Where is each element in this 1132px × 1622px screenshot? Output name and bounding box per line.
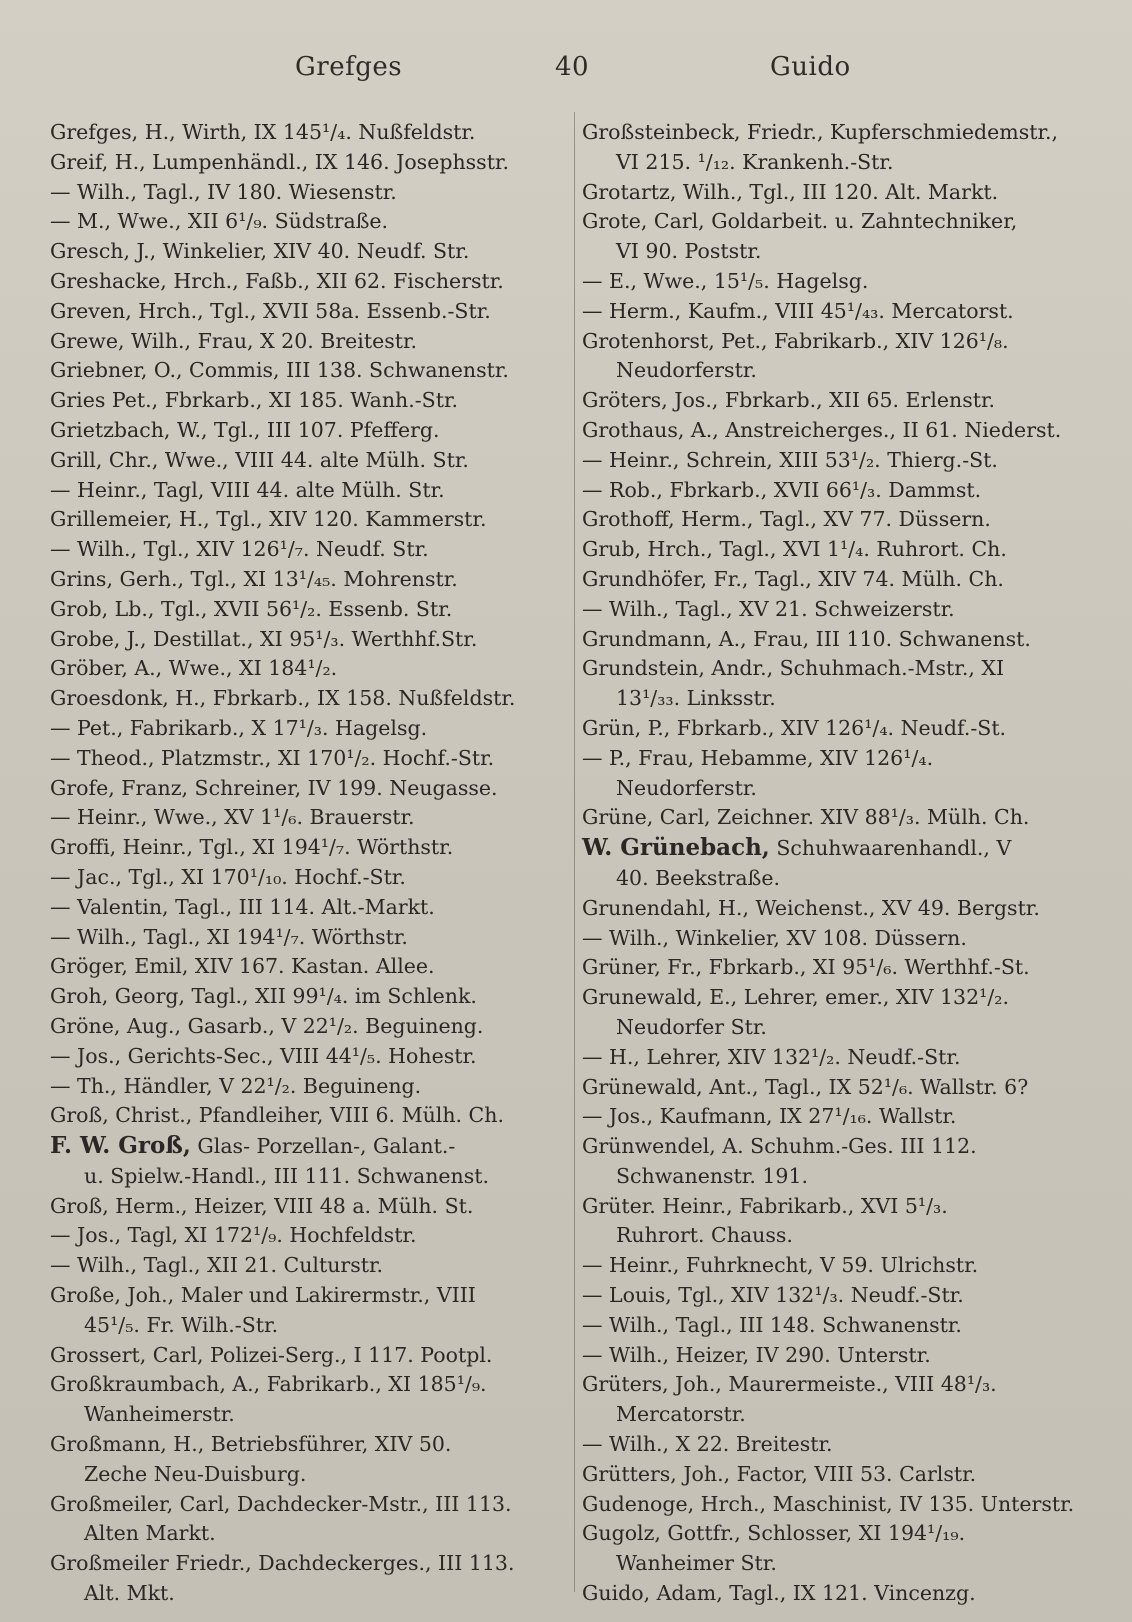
entry-line: Schuhwaarenhandl., V xyxy=(769,836,1012,861)
entry-line: Großmeiler, Carl, Dachdecker-Mstr., III 113. xyxy=(50,1491,512,1516)
directory-entry xyxy=(582,267,1092,297)
directory-entry xyxy=(582,1519,1092,1579)
entry-continuation: 13¹/₃₃. Linksstr. xyxy=(616,686,776,711)
directory-entry xyxy=(582,386,1092,416)
directory-entry xyxy=(50,1072,562,1102)
directory-entry xyxy=(582,565,1092,595)
directory-entry xyxy=(582,1341,1092,1371)
directory-entry xyxy=(50,1281,562,1341)
entry-line: Grün, P., Fbrkarb., XIV 126¹/₄. Neudf.-St. xyxy=(582,715,1007,740)
directory-entry xyxy=(582,595,1092,625)
directory-entry xyxy=(50,1101,562,1131)
entry-line: Griebner, O., Commis, III 138. Schwanenstr. xyxy=(50,358,509,383)
entry-line: — Heinr., Schrein, XIII 53¹/₂. Thierg.-St. xyxy=(582,447,998,472)
directory-entry xyxy=(50,803,562,833)
directory-entry xyxy=(582,178,1092,208)
entry-line: Groffi, Heinr., Tgl., XI 194¹/₇. Wörthstr. xyxy=(50,835,454,860)
directory-entry xyxy=(50,476,562,506)
entry-continuation: 45¹/₅. Fr. Wilh.-Str. xyxy=(84,1312,279,1337)
advertiser-name: F. W. Groß, xyxy=(50,1132,191,1160)
entry-line: — Pet., Fabrikarb., X 17¹/₃. Hagelsg. xyxy=(50,715,428,740)
entry-line: — Jos., Kaufmann, IX 27¹/₁₆. Wallstr. xyxy=(582,1104,957,1129)
entry-line: Gröber, A., Wwe., XI 184¹/₂. xyxy=(50,656,338,681)
entry-continuation: VI 215. ¹/₁₂. Krankenh.-Str. xyxy=(616,149,894,174)
entry-continuation: Alt. Mkt. xyxy=(84,1581,175,1606)
entry-line: — Heinr., Fuhrknecht, V 59. Ulrichstr. xyxy=(582,1253,979,1278)
entry-line: Grunendahl, H., Weichenst., XV 49. Bergstr. xyxy=(582,895,1040,920)
directory-entry xyxy=(50,625,562,655)
directory-entry xyxy=(50,237,562,267)
directory-entry xyxy=(50,923,562,953)
directory-entry xyxy=(582,924,1092,954)
directory-entry xyxy=(582,1490,1092,1520)
entry-line: Grothoff, Herm., Tagl., XV 77. Düssern. xyxy=(582,507,991,532)
running-header xyxy=(0,52,1132,92)
entry-line: Groß, Christ., Pfandleiher, VIII 6. Mülh. Ch. xyxy=(50,1103,504,1128)
directory-entry xyxy=(50,148,562,178)
directory-entry xyxy=(582,1043,1092,1073)
entry-line: — Heinr., Tagl, VIII 44. alte Mülh. Str. xyxy=(50,477,445,502)
directory-entry xyxy=(50,982,562,1012)
entry-line: Grütters, Joh., Factor, VIII 53. Carlstr. xyxy=(582,1461,977,1486)
directory-entry xyxy=(582,714,1092,744)
directory-entry xyxy=(50,714,562,744)
directory-entry xyxy=(50,1430,562,1490)
directory-entry xyxy=(582,654,1092,714)
directory-entry xyxy=(50,1012,562,1042)
directory-entry xyxy=(50,1370,562,1430)
entry-line: Gugolz, Gottfr., Schlosser, XI 194¹/₁₉. xyxy=(582,1521,966,1546)
directory-entry xyxy=(582,505,1092,535)
entry-line: Grünewald, Ant., Tagl., IX 52¹/₆. Wallstr. 6? xyxy=(582,1074,1029,1099)
directory-entry xyxy=(50,863,562,893)
left-column xyxy=(50,118,562,1609)
entry-line: Greshacke, Hrch., Faßb., XII 62. Fischerstr. xyxy=(50,268,504,293)
entry-line: Grundmann, A., Frau, III 110. Schwanenst. xyxy=(582,626,1031,651)
header-last-entry: Guido xyxy=(770,52,851,82)
entry-line: — Th., Händler, V 22¹/₂. Beguineng. xyxy=(50,1073,422,1098)
entry-line: Gröne, Aug., Gasarb., V 22¹/₂. Beguineng. xyxy=(50,1013,484,1038)
directory-entry xyxy=(582,1281,1092,1311)
directory-entry xyxy=(50,416,562,446)
entry-line: — Wilh., Tagl., IV 180. Wiesenstr. xyxy=(50,179,397,204)
directory-entry xyxy=(50,1251,562,1281)
entry-line: Grüne, Carl, Zeichner. XIV 88¹/₃. Mülh. Ch. xyxy=(582,805,1030,830)
entry-line: Grothaus, A., Anstreicherges., II 61. Niederst. xyxy=(582,417,1062,442)
directory-entry xyxy=(582,476,1092,506)
directory-entry xyxy=(50,595,562,625)
entry-line: Grunewald, E., Lehrer, emer., XIV 132¹/₂. xyxy=(582,985,1009,1010)
entry-line: Großkraumbach, A., Fabrikarb., XI 185¹/₉. xyxy=(50,1372,487,1397)
directory-entry xyxy=(582,803,1092,833)
entry-line: Grote, Carl, Goldarbeit. u. Zahntechniker, xyxy=(582,209,1018,234)
entry-line: Groh, Georg, Tagl., XII 99¹/₄. im Schlenk. xyxy=(50,984,477,1009)
directory-entry xyxy=(50,356,562,386)
directory-entry xyxy=(50,118,562,148)
entry-line: — Wilh., Tagl., XV 21. Schweizerstr. xyxy=(582,596,955,621)
entry-line: — Valentin, Tagl., III 114. Alt.-Markt. xyxy=(50,894,435,919)
entry-line: — P., Frau, Hebamme, XIV 126¹/₄. xyxy=(582,745,934,770)
directory-entry xyxy=(50,893,562,923)
entry-line: Gröters, Jos., Fbrkarb., XII 65. Erlenstr. xyxy=(582,388,996,413)
entry-line: Grundhöfer, Fr., Tagl., XIV 74. Mülh. Ch. xyxy=(582,566,1004,591)
entry-line: — E., Wwe., 15¹/₅. Hagelsg. xyxy=(582,268,869,293)
entry-continuation: Neudorferstr. xyxy=(616,775,757,800)
directory-entry xyxy=(582,894,1092,924)
entry-line: — Jac., Tgl., XI 170¹/₁₀. Hochf.-Str. xyxy=(50,864,406,889)
entry-line: Grins, Gerh., Tgl., XI 13¹/₄₅. Mohrenstr. xyxy=(50,566,458,591)
directory-entry xyxy=(50,565,562,595)
entry-line: Gudenoge, Hrch., Maschinist, IV 135. Unterstr. xyxy=(582,1491,1075,1516)
entry-line: Guido, Adam, Tagl., IX 121. Vincenzg. xyxy=(582,1581,976,1606)
entry-continuation: Neudorfer Str. xyxy=(616,1014,767,1039)
entry-line: Grobe, J., Destillat., XI 95¹/₃. Werthhf.Str. xyxy=(50,626,478,651)
entry-line: — M., Wwe., XII 6¹/₉. Südstraße. xyxy=(50,209,389,234)
directory-entry xyxy=(582,1132,1092,1192)
directory-entry xyxy=(50,297,562,327)
directory-entry xyxy=(50,952,562,982)
directory-entry xyxy=(50,207,562,237)
directory-entry xyxy=(582,744,1092,804)
entry-continuation: u. Spielw.-Handl., III 111. Schwanenst. xyxy=(84,1163,490,1188)
directory-entry xyxy=(50,1221,562,1251)
entry-line: Großmann, H., Betriebsführer, XIV 50. xyxy=(50,1432,452,1457)
directory-entry xyxy=(50,744,562,774)
entry-continuation: Alten Markt. xyxy=(84,1521,216,1546)
directory-entry xyxy=(50,833,562,863)
directory-entry xyxy=(582,983,1092,1043)
directory-entry xyxy=(50,327,562,357)
entry-line: Grüters, Joh., Maurermeiste., VIII 48¹/₃. xyxy=(582,1372,997,1397)
directory-entry xyxy=(50,1131,562,1192)
entry-line: Greven, Hrch., Tgl., XVII 58a. Essenb.-Str. xyxy=(50,298,491,323)
directory-entry xyxy=(50,1490,562,1550)
directory-entry xyxy=(582,1430,1092,1460)
entry-line: Greif, H., Lumpenhändl., IX 146. Josephsstr. xyxy=(50,149,509,174)
directory-entry xyxy=(582,446,1092,476)
directory-entry xyxy=(50,774,562,804)
entry-line: Grossert, Carl, Polizei-Serg., I 117. Pootpl. xyxy=(50,1342,493,1367)
entry-line: Grefges, H., Wirth, IX 145¹/₄. Nußfeldstr. xyxy=(50,120,476,144)
directory-entry xyxy=(582,625,1092,655)
entry-line: Grüner, Fr., Fbrkarb., XI 95¹/₆. Werthhf.-St. xyxy=(582,955,1030,980)
entry-continuation: Zeche Neu-Duisburg. xyxy=(84,1461,307,1486)
directory-entry xyxy=(50,446,562,476)
entry-line: Grob, Lb., Tgl., XVII 56¹/₂. Essenb. Str. xyxy=(50,596,453,621)
directory-entry xyxy=(582,953,1092,983)
entry-line: Gröger, Emil, XIV 167. Kastan. Allee. xyxy=(50,954,435,979)
entry-line: Grotenhorst, Pet., Fabrikarb., XIV 126¹/₈. xyxy=(582,328,1009,353)
directory-entry xyxy=(582,1102,1092,1132)
entry-line: Großsteinbeck, Friedr., Kupferschmiedemstr., xyxy=(582,120,1059,144)
entry-line: — Wilh., Tagl., XI 194¹/₇. Wörthstr. xyxy=(50,924,408,949)
right-column xyxy=(582,118,1092,1609)
directory-entry xyxy=(582,1251,1092,1281)
entry-line: — Theod., Platzmstr., XI 170¹/₂. Hochf.-Str. xyxy=(50,745,495,770)
directory-entry xyxy=(582,1579,1092,1609)
directory-entry xyxy=(50,684,562,714)
entry-line: Grofe, Franz, Schreiner, IV 199. Neugasse. xyxy=(50,775,498,800)
entry-continuation: Schwanenstr. 191. xyxy=(616,1163,809,1188)
entry-line: — Wilh., X 22. Breitestr. xyxy=(582,1432,833,1457)
entry-line: Grillemeier, H., Tgl., XIV 120. Kammerstr. xyxy=(50,507,487,532)
entry-line: Grüter. Heinr., Fabrikarb., XVI 5¹/₃. xyxy=(582,1193,948,1218)
entry-line: Grietzbach, W., Tgl., III 107. Pfefferg. xyxy=(50,417,440,442)
directory-entry xyxy=(50,654,562,684)
page-number: 40 xyxy=(555,52,590,82)
entry-line: — Wilh., Tagl., III 148. Schwanenstr. xyxy=(582,1312,962,1337)
entry-line: — Jos., Gerichts-Sec., VIII 44¹/₅. Hohestr. xyxy=(50,1043,477,1068)
entry-line: Grewe, Wilh., Frau, X 20. Breitestr. xyxy=(50,328,418,353)
entry-line: Großmeiler Friedr., Dachdeckerges., III 113. xyxy=(50,1551,515,1576)
entry-line: Grünwendel, A. Schuhm.-Ges. III 112. xyxy=(582,1134,977,1159)
directory-entry xyxy=(50,1192,562,1222)
entry-line: — Rob., Fbrkarb., XVII 66¹/₃. Dammst. xyxy=(582,477,982,502)
entry-line: Grill, Chr., Wwe., VIII 44. alte Mülh. Str. xyxy=(50,447,469,472)
entry-continuation: VI 90. Poststr. xyxy=(616,239,762,264)
entry-continuation: Wanheimerstr. xyxy=(84,1402,235,1427)
directory-entry xyxy=(582,207,1092,267)
directory-entry xyxy=(582,1192,1092,1252)
directory-entry xyxy=(582,1370,1092,1430)
entry-line: Groß, Herm., Heizer, VIII 48 a. Mülh. St. xyxy=(50,1193,474,1218)
entry-continuation: 40. Beekstraße. xyxy=(616,865,780,890)
directory-entry xyxy=(582,535,1092,565)
directory-entry xyxy=(50,267,562,297)
directory-entry xyxy=(582,416,1092,446)
column-divider xyxy=(574,112,575,1592)
entry-line: Gresch, J., Winkelier, XIV 40. Neudf. Str. xyxy=(50,239,470,264)
directory-entry xyxy=(50,535,562,565)
directory-entry xyxy=(50,1042,562,1072)
entry-line: — H., Lehrer, XIV 132¹/₂. Neudf.-Str. xyxy=(582,1044,961,1069)
directory-entry xyxy=(582,297,1092,327)
entry-continuation: Wanheimer Str. xyxy=(616,1551,777,1576)
entry-line: — Herm., Kaufm., VIII 45¹/₄₃. Mercatorst. xyxy=(582,298,1014,323)
directory-entry xyxy=(50,178,562,208)
entry-line: — Wilh., Heizer, IV 290. Unterstr. xyxy=(582,1342,931,1367)
directory-entry xyxy=(582,1460,1092,1490)
entry-line: Grotartz, Wilh., Tgl., III 120. Alt. Markt. xyxy=(582,179,999,204)
entry-line: Grundstein, Andr., Schuhmach.-Mstr., XI xyxy=(582,656,1005,681)
directory-entry xyxy=(50,1549,562,1609)
advertiser-name: W. Grünebach, xyxy=(582,834,770,862)
entry-line: Grub, Hrch., Tagl., XVI 1¹/₄. Ruhrort. Ch. xyxy=(582,537,1007,562)
entry-line: — Louis, Tgl., XIV 132¹/₃. Neudf.-Str. xyxy=(582,1283,964,1308)
directory-entry xyxy=(582,327,1092,387)
directory-entry xyxy=(582,1073,1092,1103)
entry-line: — Wilh., Tagl., XII 21. Culturstr. xyxy=(50,1253,384,1278)
directory-entry xyxy=(50,386,562,416)
directory-entry xyxy=(50,505,562,535)
directory-entry xyxy=(582,118,1092,178)
entry-line: Große, Joh., Maler und Lakirermstr., VIII xyxy=(50,1283,476,1308)
entry-line: — Jos., Tagl, XI 172¹/₉. Hochfeldstr. xyxy=(50,1223,417,1248)
entry-line: — Wilh., Tgl., XIV 126¹/₇. Neudf. Str. xyxy=(50,537,429,562)
directory-entry xyxy=(50,1341,562,1371)
entry-line: Glas- Porzellan-, Galant.- xyxy=(190,1134,456,1159)
entry-continuation: Neudorferstr. xyxy=(616,358,757,383)
entry-line: — Wilh., Winkelier, XV 108. Düssern. xyxy=(582,925,967,950)
directory-entry xyxy=(582,833,1092,894)
entry-line: — Heinr., Wwe., XV 1¹/₆. Brauerstr. xyxy=(50,805,415,830)
entry-continuation: Ruhrort. Chauss. xyxy=(616,1223,793,1248)
entry-line: Gries Pet., Fbrkarb., XI 185. Wanh.-Str. xyxy=(50,388,459,413)
entry-line: Groesdonk, H., Fbrkarb., IX 158. Nußfeldstr. xyxy=(50,686,516,711)
header-first-entry: Grefges xyxy=(295,52,403,82)
entry-continuation: Mercatorstr. xyxy=(616,1402,746,1427)
directory-entry xyxy=(582,1311,1092,1341)
